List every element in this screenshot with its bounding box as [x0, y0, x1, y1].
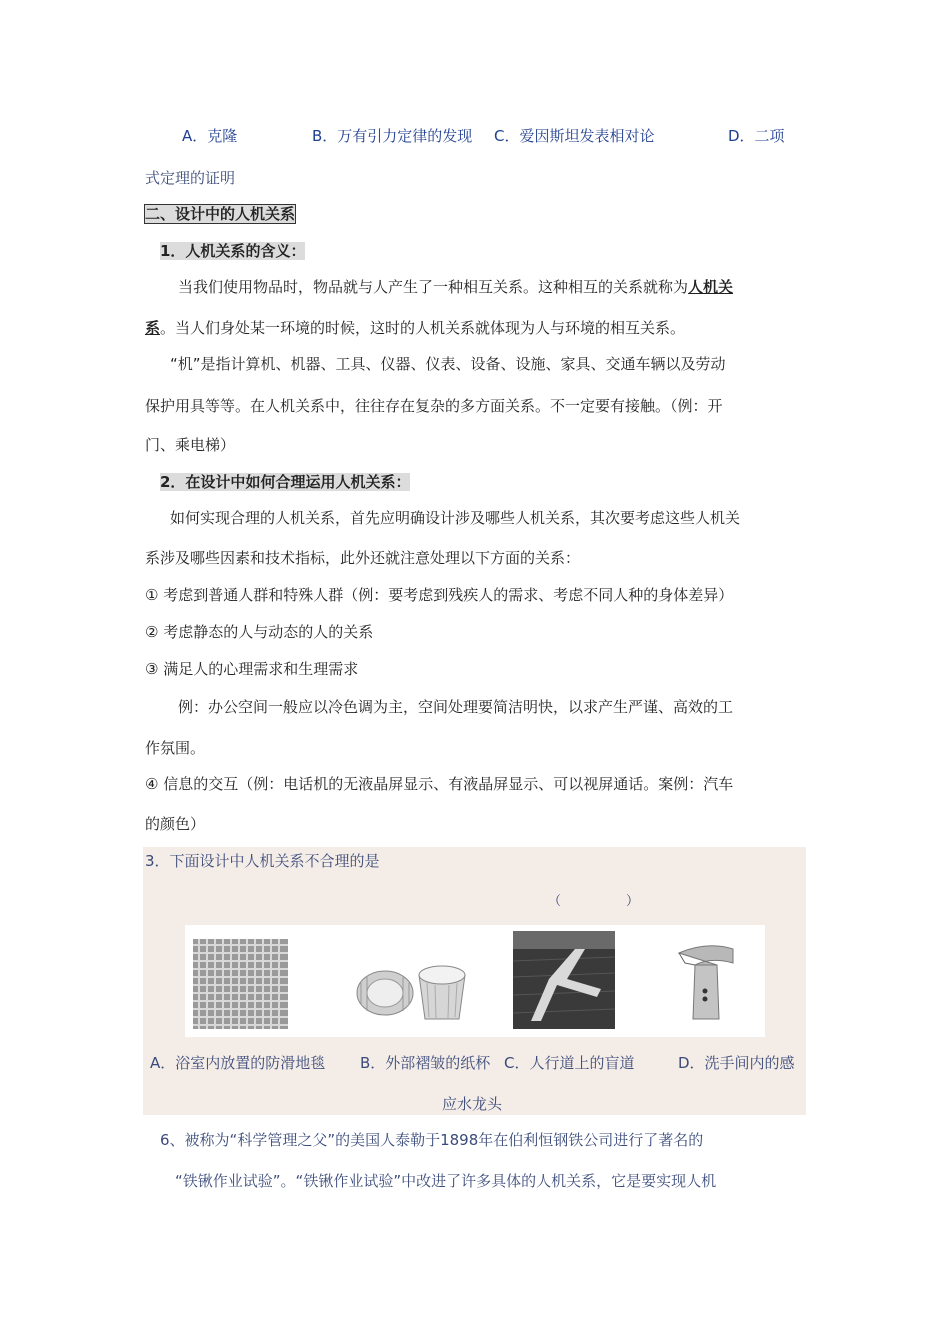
- option-3b: B．外部褶皱的纸杯: [360, 1054, 491, 1072]
- key-term-end: 系: [145, 319, 161, 337]
- paragraph-3-line-2: 系涉及哪些因素和技术指标，此外还就注意处理以下方面的关系：: [145, 549, 581, 567]
- key-term: 人机关: [688, 278, 734, 296]
- subheading-2: 2．在设计中如何合理运用人机关系：: [160, 473, 411, 491]
- paper-cups-image: [353, 953, 473, 1025]
- answer-parentheses: （ ）: [548, 894, 640, 909]
- paragraph-1-line-1: 当我们使用物品时，物品就与人产生了一种相互关系。这种相互的关系就称为人机关: [178, 278, 734, 296]
- paragraph-1-line-2: 系。当人们身处某一环境的时候，这时的人机关系就体现为人与环境的相互关系。: [145, 319, 686, 337]
- paragraph-2-line-2: 保护用具等等。在人机关系中，往往存在复杂的多方面关系。不一定要有接触。（例：开: [145, 397, 723, 415]
- option-3d-cont: 应水龙头: [442, 1095, 503, 1113]
- question-3-images: [185, 925, 765, 1037]
- option-b: B．万有引力定律的发现: [312, 127, 473, 145]
- option-3d: D．洗手间内的感: [678, 1054, 795, 1072]
- list-item-4: ④ 信息的交互（例：电话机的无液晶屏显示、有液晶屏显示、可以视屏通话。案例：汽车: [145, 775, 734, 793]
- option-d: D．二项: [728, 127, 785, 145]
- question-6-line-1: 6、被称为“科学管理之父”的美国人泰勒于1898年在伯利恒钢铁公司进行了著名的: [160, 1131, 704, 1149]
- option-d-continuation: 式定理的证明: [145, 169, 236, 187]
- sensor-faucet-image: [671, 939, 741, 1025]
- option-3a: A．浴室内放置的防滑地毯: [150, 1054, 326, 1072]
- paragraph-3-line-1: 如何实现合理的人机关系，首先应明确设计涉及哪些人机关系，其次要考虑这些人机关: [170, 509, 741, 527]
- subheading-1: 1．人机关系的含义：: [160, 242, 306, 260]
- list-item-2: ② 考虑静态的人与动态的人的关系: [145, 623, 374, 641]
- question-6-line-2: “铁锹作业试验”。“铁锹作业试验”中改进了许多具体的人机关系，它是要实现人机: [175, 1172, 717, 1190]
- tactile-paving-image: [513, 931, 615, 1029]
- list-item-3-example-1: 例：办公空间一般应以冷色调为主，空间处理要简洁明快，以求产生严谨、高效的工: [178, 698, 734, 716]
- paragraph-2-line-1: “机”是指计算机、机器、工具、仪器、仪表、设备、设施、家具、交通车辆以及劳动: [170, 355, 726, 373]
- paragraph-2-line-3: 门、乘电梯）: [145, 436, 236, 454]
- option-c: C．爱因斯坦发表相对论: [494, 127, 655, 145]
- list-item-3-example-2: 作氛围。: [145, 739, 206, 757]
- list-item-4-cont: 的颜色）: [145, 815, 206, 833]
- list-item-1: ① 考虑到普通人群和特殊人群（例：要考虑到残疾人的需求、考虑不同人种的身体差异）: [145, 586, 734, 604]
- option-3c: C．人行道上的盲道: [504, 1054, 635, 1072]
- option-a: A．克隆: [182, 127, 238, 145]
- list-item-3: ③ 满足人的心理需求和生理需求: [145, 660, 359, 678]
- anti-slip-mat-image: [193, 939, 288, 1029]
- question-3-stem: 3．下面设计中人机关系不合理的是: [145, 852, 380, 870]
- section-title: 二、设计中的人机关系: [145, 205, 296, 223]
